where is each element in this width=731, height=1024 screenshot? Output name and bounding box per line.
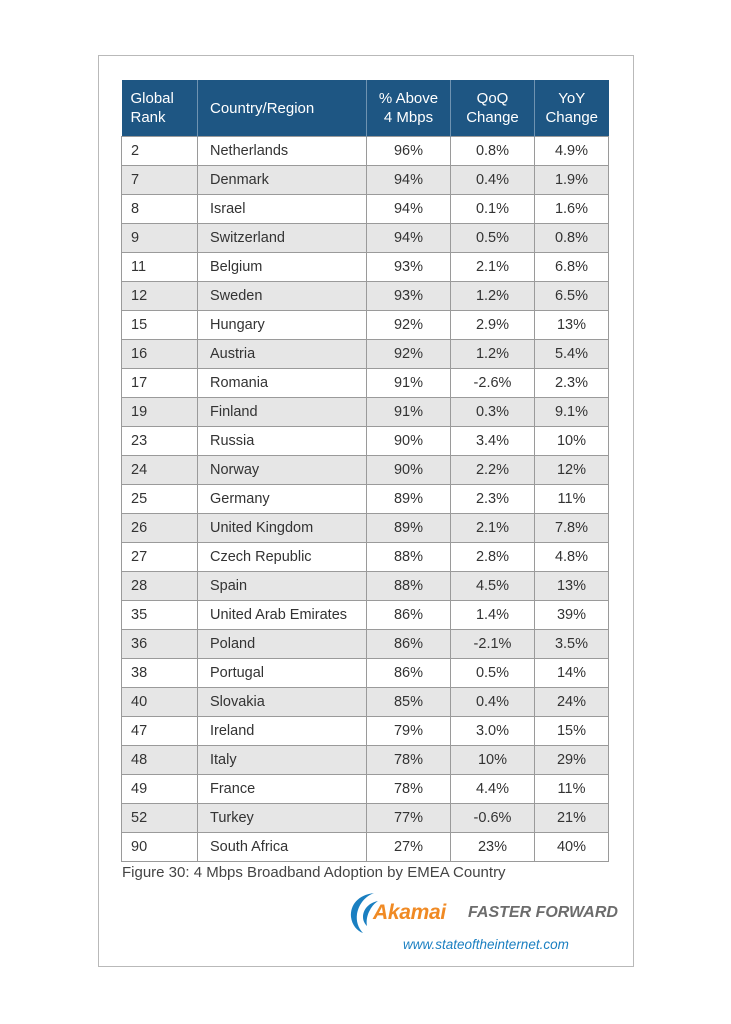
- table-row: [122, 688, 609, 717]
- cell-yoy-change: 6.8%: [535, 253, 609, 282]
- cell-global-rank: 49: [122, 775, 198, 804]
- cell-qoq-change: 0.5%: [451, 659, 535, 688]
- cell-global-rank: 12: [122, 282, 198, 311]
- cell-qoq-change: 0.3%: [451, 398, 535, 427]
- table-row: [122, 166, 609, 195]
- table-row: [122, 398, 609, 427]
- header-qoq-change: QoQ Change: [451, 80, 535, 137]
- cell-country: Belgium: [198, 253, 367, 282]
- cell-global-rank: 52: [122, 804, 198, 833]
- cell-yoy-change: 9.1%: [535, 398, 609, 427]
- figure-caption: Figure 30: 4 Mbps Broadband Adoption by EMEA Country: [122, 864, 506, 881]
- cell-yoy-change: 13%: [535, 311, 609, 340]
- cell-country: South Africa: [198, 833, 367, 862]
- cell-above-4mbps: 90%: [367, 427, 451, 456]
- table-row: [122, 282, 609, 311]
- table-row: [122, 543, 609, 572]
- table-header-row: [122, 80, 609, 137]
- cell-qoq-change: 0.8%: [451, 137, 535, 166]
- table-row: [122, 485, 609, 514]
- cell-country: Slovakia: [198, 688, 367, 717]
- cell-yoy-change: 0.8%: [535, 224, 609, 253]
- table-row: [122, 775, 609, 804]
- cell-country: Romania: [198, 369, 367, 398]
- website-url: www.stateoftheinternet.com: [403, 937, 569, 952]
- cell-qoq-change: 2.3%: [451, 485, 535, 514]
- cell-global-rank: 48: [122, 746, 198, 775]
- cell-above-4mbps: 92%: [367, 340, 451, 369]
- cell-above-4mbps: 89%: [367, 514, 451, 543]
- cell-qoq-change: 10%: [451, 746, 535, 775]
- cell-qoq-change: 2.9%: [451, 311, 535, 340]
- cell-global-rank: 40: [122, 688, 198, 717]
- cell-global-rank: 7: [122, 166, 198, 195]
- table-row: [122, 369, 609, 398]
- cell-yoy-change: 11%: [535, 775, 609, 804]
- cell-qoq-change: 2.1%: [451, 253, 535, 282]
- cell-qoq-change: 2.1%: [451, 514, 535, 543]
- cell-yoy-change: 15%: [535, 717, 609, 746]
- cell-above-4mbps: 77%: [367, 804, 451, 833]
- cell-global-rank: 27: [122, 543, 198, 572]
- cell-country: Netherlands: [198, 137, 367, 166]
- cell-above-4mbps: 88%: [367, 543, 451, 572]
- cell-qoq-change: 2.2%: [451, 456, 535, 485]
- cell-above-4mbps: 91%: [367, 369, 451, 398]
- cell-yoy-change: 14%: [535, 659, 609, 688]
- cell-yoy-change: 6.5%: [535, 282, 609, 311]
- cell-above-4mbps: 94%: [367, 166, 451, 195]
- cell-global-rank: 11: [122, 253, 198, 282]
- cell-country: Hungary: [198, 311, 367, 340]
- table-row: [122, 137, 609, 166]
- table-row: [122, 833, 609, 862]
- cell-global-rank: 28: [122, 572, 198, 601]
- cell-yoy-change: 10%: [535, 427, 609, 456]
- cell-yoy-change: 39%: [535, 601, 609, 630]
- cell-yoy-change: 11%: [535, 485, 609, 514]
- cell-qoq-change: 4.5%: [451, 572, 535, 601]
- cell-above-4mbps: 85%: [367, 688, 451, 717]
- table-row: [122, 224, 609, 253]
- cell-country: Germany: [198, 485, 367, 514]
- cell-yoy-change: 29%: [535, 746, 609, 775]
- cell-qoq-change: 3.0%: [451, 717, 535, 746]
- cell-above-4mbps: 78%: [367, 775, 451, 804]
- cell-country: Italy: [198, 746, 367, 775]
- cell-global-rank: 24: [122, 456, 198, 485]
- cell-country: Spain: [198, 572, 367, 601]
- cell-country: Norway: [198, 456, 367, 485]
- table-row: [122, 659, 609, 688]
- table-row: [122, 514, 609, 543]
- table-body: [122, 137, 609, 862]
- cell-above-4mbps: 93%: [367, 282, 451, 311]
- cell-above-4mbps: 96%: [367, 137, 451, 166]
- cell-country: Ireland: [198, 717, 367, 746]
- cell-yoy-change: 2.3%: [535, 369, 609, 398]
- cell-country: Turkey: [198, 804, 367, 833]
- header-global-rank: Global Rank: [122, 80, 198, 137]
- cell-yoy-change: 40%: [535, 833, 609, 862]
- cell-country: Israel: [198, 195, 367, 224]
- cell-above-4mbps: 93%: [367, 253, 451, 282]
- cell-yoy-change: 4.9%: [535, 137, 609, 166]
- table-row: [122, 717, 609, 746]
- cell-yoy-change: 13%: [535, 572, 609, 601]
- table-row: [122, 630, 609, 659]
- cell-country: Switzerland: [198, 224, 367, 253]
- cell-global-rank: 26: [122, 514, 198, 543]
- cell-global-rank: 15: [122, 311, 198, 340]
- cell-qoq-change: 0.5%: [451, 224, 535, 253]
- header-yoy-change: YoY Change: [535, 80, 609, 137]
- cell-global-rank: 38: [122, 659, 198, 688]
- cell-above-4mbps: 86%: [367, 659, 451, 688]
- cell-country: Austria: [198, 340, 367, 369]
- header-above-4mbps: % Above 4 Mbps: [367, 80, 451, 137]
- cell-yoy-change: 5.4%: [535, 340, 609, 369]
- cell-global-rank: 2: [122, 137, 198, 166]
- cell-country: United Arab Emirates: [198, 601, 367, 630]
- cell-global-rank: 23: [122, 427, 198, 456]
- cell-global-rank: 17: [122, 369, 198, 398]
- table-row: [122, 572, 609, 601]
- cell-yoy-change: 7.8%: [535, 514, 609, 543]
- cell-yoy-change: 3.5%: [535, 630, 609, 659]
- cell-qoq-change: 1.4%: [451, 601, 535, 630]
- cell-qoq-change: 4.4%: [451, 775, 535, 804]
- cell-country: Finland: [198, 398, 367, 427]
- cell-country: France: [198, 775, 367, 804]
- table-row: [122, 804, 609, 833]
- cell-country: United Kingdom: [198, 514, 367, 543]
- cell-global-rank: 35: [122, 601, 198, 630]
- akamai-logo: [348, 891, 618, 935]
- table-row: [122, 456, 609, 485]
- cell-above-4mbps: 91%: [367, 398, 451, 427]
- cell-global-rank: 47: [122, 717, 198, 746]
- broadband-adoption-table: [121, 80, 609, 862]
- cell-yoy-change: 24%: [535, 688, 609, 717]
- cell-global-rank: 9: [122, 224, 198, 253]
- cell-yoy-change: 12%: [535, 456, 609, 485]
- cell-above-4mbps: 78%: [367, 746, 451, 775]
- cell-above-4mbps: 86%: [367, 601, 451, 630]
- cell-above-4mbps: 79%: [367, 717, 451, 746]
- cell-global-rank: 25: [122, 485, 198, 514]
- cell-qoq-change: 0.1%: [451, 195, 535, 224]
- cell-global-rank: 90: [122, 833, 198, 862]
- cell-yoy-change: 1.9%: [535, 166, 609, 195]
- cell-qoq-change: 1.2%: [451, 340, 535, 369]
- cell-country: Russia: [198, 427, 367, 456]
- cell-country: Sweden: [198, 282, 367, 311]
- cell-above-4mbps: 90%: [367, 456, 451, 485]
- akamai-tagline: FASTER FORWARD: [468, 904, 618, 921]
- table-row: [122, 253, 609, 282]
- cell-global-rank: 19: [122, 398, 198, 427]
- cell-above-4mbps: 88%: [367, 572, 451, 601]
- table-row: [122, 340, 609, 369]
- cell-qoq-change: 0.4%: [451, 166, 535, 195]
- table-row: [122, 195, 609, 224]
- cell-country: Denmark: [198, 166, 367, 195]
- table-row: [122, 311, 609, 340]
- cell-above-4mbps: 27%: [367, 833, 451, 862]
- table-row: [122, 601, 609, 630]
- cell-qoq-change: 1.2%: [451, 282, 535, 311]
- cell-qoq-change: 23%: [451, 833, 535, 862]
- cell-above-4mbps: 89%: [367, 485, 451, 514]
- cell-country: Czech Republic: [198, 543, 367, 572]
- cell-qoq-change: -2.1%: [451, 630, 535, 659]
- table-row: [122, 427, 609, 456]
- cell-qoq-change: -2.6%: [451, 369, 535, 398]
- cell-qoq-change: 0.4%: [451, 688, 535, 717]
- akamai-brand-name: Akamai: [373, 901, 446, 924]
- cell-qoq-change: 3.4%: [451, 427, 535, 456]
- cell-yoy-change: 1.6%: [535, 195, 609, 224]
- cell-above-4mbps: 86%: [367, 630, 451, 659]
- cell-global-rank: 16: [122, 340, 198, 369]
- cell-above-4mbps: 94%: [367, 224, 451, 253]
- header-country-region: Country/Region: [198, 80, 367, 137]
- cell-country: Poland: [198, 630, 367, 659]
- cell-qoq-change: 2.8%: [451, 543, 535, 572]
- cell-qoq-change: -0.6%: [451, 804, 535, 833]
- table-row: [122, 746, 609, 775]
- cell-above-4mbps: 92%: [367, 311, 451, 340]
- cell-global-rank: 36: [122, 630, 198, 659]
- cell-above-4mbps: 94%: [367, 195, 451, 224]
- cell-yoy-change: 21%: [535, 804, 609, 833]
- cell-global-rank: 8: [122, 195, 198, 224]
- cell-country: Portugal: [198, 659, 367, 688]
- cell-yoy-change: 4.8%: [535, 543, 609, 572]
